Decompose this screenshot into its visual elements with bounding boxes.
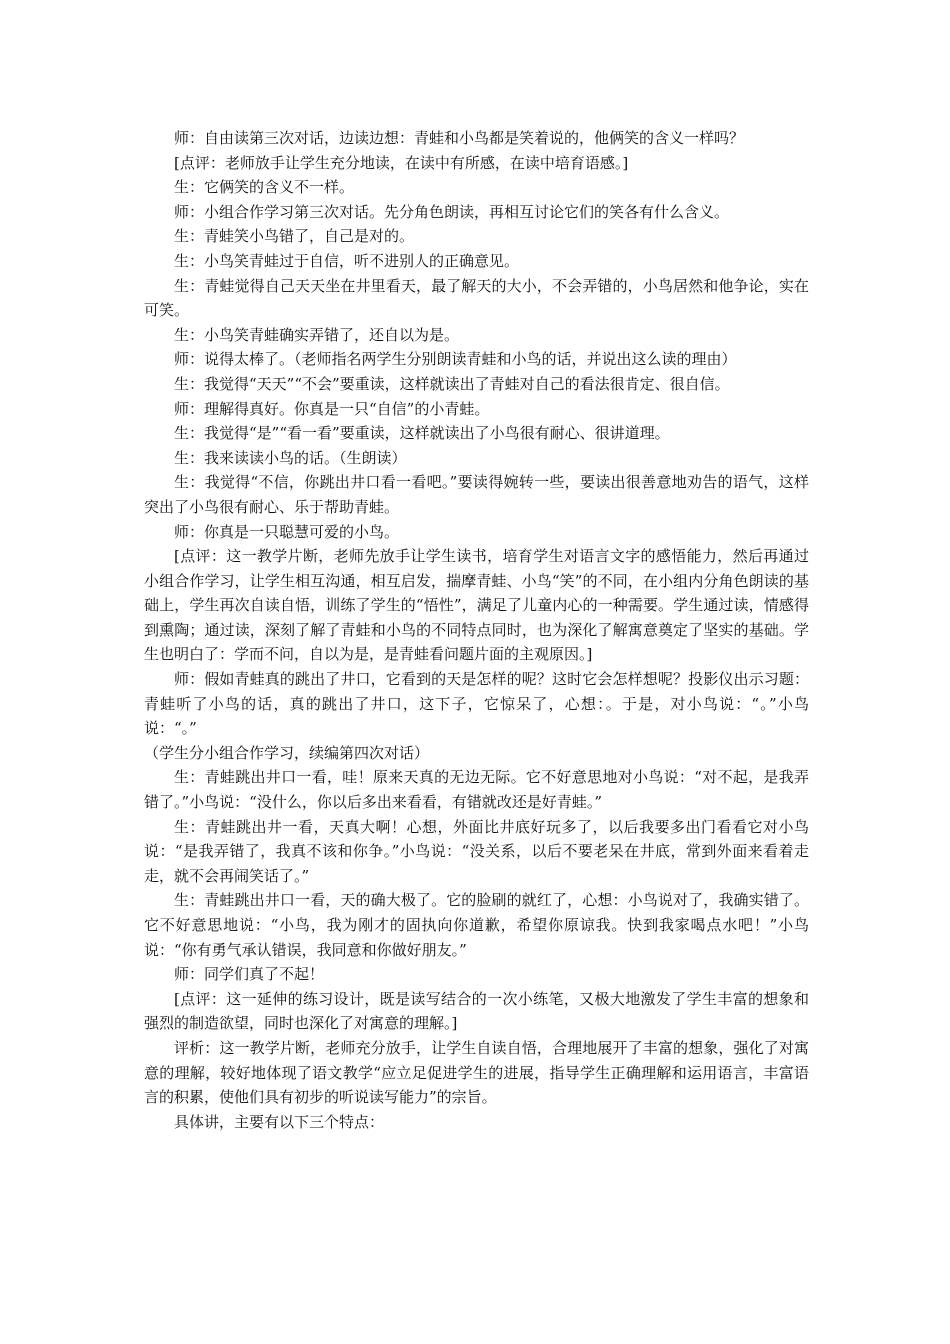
comment-paragraph: [点评：这一教学片断，老师先放手让学生读书，培育学生对语言文字的感悟能力，然后再通过小组合作学习，让学生相互沟通，相互启发，揣摩青蛙、小鸟“笑”的不同，在小组内分角色朗读的基础上，学生再次自读自悟，训练了学生的“悟性”，满足了儿童内心的一种需要。学生通过读，情感得到熏陶；通过读，深刻了解了青蛙和小鸟的不同特点同时，也为深化了解寓意奠定了坚实的基础。学生也明白了：学而不问，自以为是，是青蛙看问题片面的主观原因。]: [144, 547, 809, 664]
paragraph: 生：青蛙觉得自己天天坐在井里看天，最了解天的大小，不会弄错的，小鸟居然和他争论，实在可笑。: [144, 276, 809, 320]
paragraph: 生：青蛙跳出井口一看，天的确大极了。它的脸刷的就红了，心想：小鸟说对了，我确实错了。它不好意思地说：“小鸟，我为刚才的固执向你道歉，希望你原谅我。快到我家喝点水吧！”小鸟说：“你有勇气承认错误，我同意和你做好朋友。”: [144, 891, 809, 959]
paragraph: 生：青蛙跳出井一看，天真大啊！心想，外面比井底好玩多了，以后我要多出门看看它对小鸟说：“是我弄错了，我真不该和你争。”小鸟说：“没关系，以后不要老呆在井底，常到外面来看着走走，就不会再闹笑话了。”: [144, 817, 809, 885]
analysis-paragraph: 评析：这一教学片断，老师充分放手，让学生自读自悟，合理地展开了丰富的想象，强化了对寓意的理解，较好地体现了语文教学“应立足促进学生的进展，指导学生正确理解和运用语言，丰富语言的积累，使他们具有初步的听说读写能力”的宗旨。: [144, 1038, 809, 1107]
stage-direction: （学生分小组合作学习，续编第四次对话）: [144, 743, 430, 762]
paragraph: 生：小鸟笑青蛙确实弄错了，还自以为是。: [174, 325, 460, 344]
paragraph: 生：青蛙笑小鸟错了，自己是对的。: [174, 227, 415, 246]
paragraph: 生：它俩笑的含义不一样。: [174, 178, 355, 197]
paragraph: 生：青蛙跳出井口一看，哇！原来天真的无边无际。它不好意思地对小鸟说：“对不起，是我弄错了。”小鸟说：“没什么，你以后多出来看看，有错就改还是好青蛙。”: [144, 768, 809, 812]
paragraph: 师：自由读第三次对话，边读边想：青蛙和小鸟都是笑着说的，他俩笑的含义一样吗？: [174, 129, 745, 147]
paragraph: 生：我觉得“是”“看一看”要重读，这样就读出了小鸟很有耐心、很讲道理。: [174, 424, 670, 443]
paragraph: 具体讲，主要有以下三个特点：: [174, 1112, 385, 1131]
paragraph: 师：说得太棒了。（老师指名两学生分别朗读青蛙和小鸟的话，并说出这么读的理由）: [174, 350, 737, 369]
paragraph: 生：我觉得“天天”“不会”要重读，这样就读出了青蛙对自己的看法很肯定、很自信。: [174, 374, 730, 393]
paragraph: 师：假如青蛙真的跳出了井口，它看到的天是怎样的呢？这时它会怎样想呢？投影仪出示习题：青蛙听了小鸟的话，真的跳出了井口，这下子，它惊呆了，心想：。于是，对小鸟说：“。”小鸟说：“。”: [144, 670, 809, 738]
paragraph: 师：你真是一只聪慧可爱的小鸟。: [174, 522, 400, 541]
paragraph: 师：同学们真了不起！: [174, 965, 325, 984]
document-page: [144, 126, 809, 1134]
paragraph: 师：理解得真好。你真是一只“自信”的小青蛙。: [174, 399, 490, 418]
paragraph: 生：小鸟笑青蛙过于自信，听不进别人的正确意见。: [174, 251, 520, 270]
comment-paragraph: [点评：老师放手让学生充分地读，在读中有所感，在读中培育语感。]: [174, 153, 629, 172]
paragraph: 生：我觉得“不信，你跳出井口看一看吧。”要读得婉转一些，要读出很善意地劝告的语气，这样突出了小鸟很有耐心、乐于帮助青蛙。: [144, 473, 809, 516]
paragraph: 生：我来读读小鸟的话。（生朗读）: [174, 448, 407, 467]
paragraph: 师：小组合作学习第三次对话。先分角色朗读，再相互讨论它们的笑各有什么含义。: [174, 202, 730, 221]
comment-paragraph: [点评：这一延伸的练习设计，既是读写结合的一次小练笔，又极大地激发了学生丰富的想象和强烈的制造欲望，同时也深化了对寓意的理解。]: [144, 989, 809, 1033]
